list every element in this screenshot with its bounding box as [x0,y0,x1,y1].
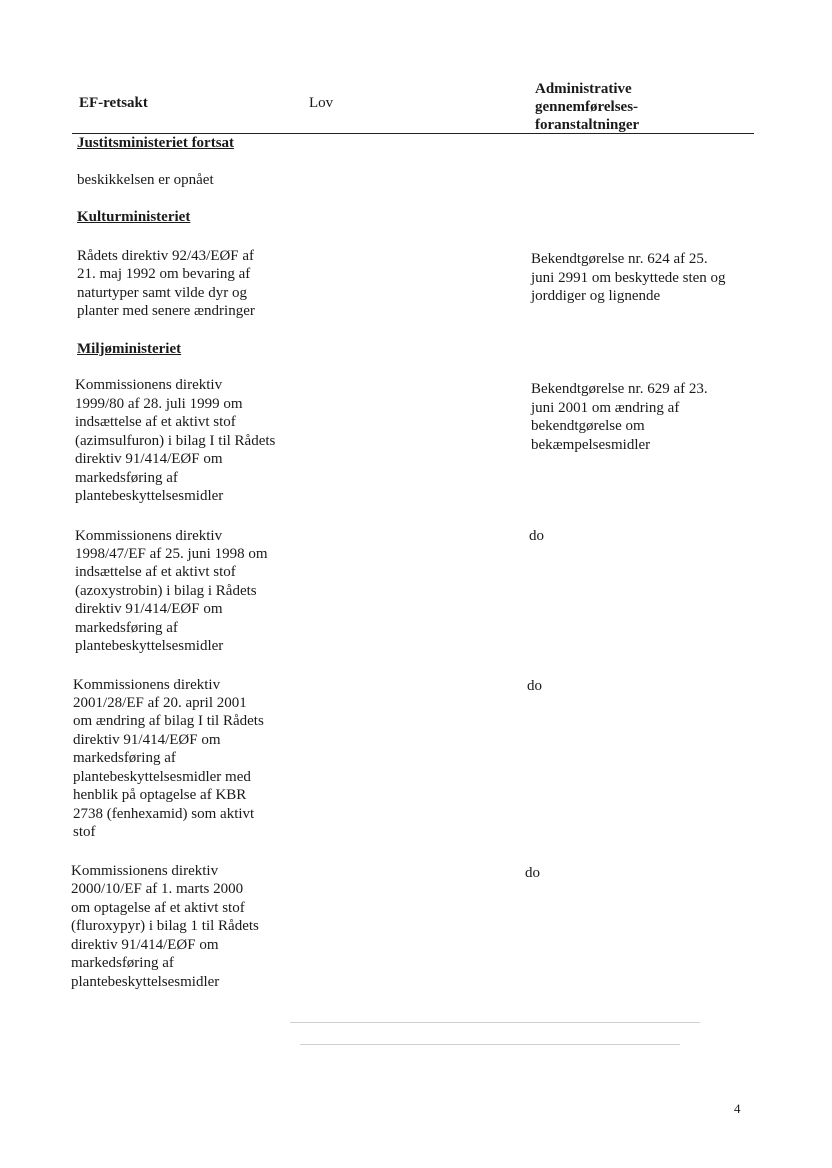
miljo-entry1-ef-line: direktiv 91/414/EØF om [75,451,223,467]
miljo-entry3-ef-line: direktiv 91/414/EØF om [73,732,221,748]
miljo-entry1-ef-line: 1999/80 af 28. juli 1999 om [75,396,243,412]
kultur-admin-line: Bekendtgørelse nr. 624 af 25. [531,251,708,267]
kultur-ef-line: naturtyper samt vilde dyr og [77,285,247,301]
miljo-entry3-ef-line: 2738 (fenhexamid) som aktivt [73,806,255,822]
miljo-entry3-ef-line: stof [73,824,96,840]
kultur-admin-line: juni 2991 om beskyttede sten og [531,270,726,286]
kultur-admin-line: jorddiger og lignende [531,288,661,304]
kultur-ef-line: 21. maj 1992 om bevaring af [77,266,251,282]
miljo-entry3-ef-line: henblik på optagelse af KBR [73,787,247,803]
miljo-entry3-ef-line: 2001/28/EF af 20. april 2001 [73,695,247,711]
miljo-entry4-ef-line: markedsføring af [71,955,174,971]
miljo-entry4-ef-line: 2000/10/EF af 1. marts 2000 [71,881,244,897]
section-title-kulturministeriet: Kulturministeriet [77,209,191,225]
miljo-entry2-ef-line: indsættelse af et aktivt stof [75,564,236,580]
miljo-entry3-ef-line: markedsføring af [73,750,176,766]
justits-text: beskikkelsen er opnået [77,172,214,188]
miljo-entry1-ef-line: indsættelse af et aktivt stof [75,414,236,430]
miljo-entry4-ef-line: plantebeskyttelsesmidler [71,974,220,990]
miljo-entry2-ef-line: direktiv 91/414/EØF om [75,601,223,617]
miljo-entry1-ef-line: markedsføring af [75,470,178,486]
miljo-entry2-ef-line: plantebeskyttelsesmidler [75,638,224,654]
section-title-justitsministeriet: Justitsministeriet fortsat [77,135,235,151]
miljo-entry3-ef-line: Kommissionens direktiv [73,677,221,693]
header-admin-line-1: Administrative [535,81,632,97]
miljo-entry3-ef-line: plantebeskyttelsesmidler med [73,769,251,785]
miljo-entry4-ef-line: direktiv 91/414/EØF om [71,937,219,953]
header-admin-line-2: gennemførelses- [535,99,639,115]
miljo-entry1-ef-line: plantebeskyttelsesmidler [75,488,224,504]
header-admin-line-3: foranstaltninger [535,117,640,133]
header-lov: Lov [309,95,334,111]
miljo-entry1-admin-line: bekendtgørelse om [531,418,645,434]
kultur-ef-line: Rådets direktiv 92/43/EØF af [77,248,255,264]
scan-artifact [290,1022,700,1023]
miljo-entry1-ef-line: Kommissionens direktiv [75,377,223,393]
scan-artifact [300,1044,680,1045]
miljo-entry1-admin-line: bekæmpelsesmidler [531,437,651,453]
miljo-entry2-admin-line: do [529,528,544,544]
miljo-entry4-ef-line: om optagelse af et aktivt stof [71,900,245,916]
miljo-entry2-ef-line: (azoxystrobin) i bilag i Rådets [75,583,257,599]
miljo-entry4-ef-line: (fluroxypyr) i bilag 1 til Rådets [71,918,259,934]
miljo-entry1-ef-line: (azimsulfuron) i bilag I til Rådets [75,433,276,449]
header-ef-retsakt: EF-retsakt [79,95,148,111]
miljo-entry4-admin-line: do [525,865,540,881]
miljo-entry3-admin-line: do [527,678,542,694]
kultur-ef-line: planter med senere ændringer [77,303,255,319]
miljo-entry2-ef-line: 1998/47/EF af 25. juni 1998 om [75,546,268,562]
miljo-entry1-admin-line: juni 2001 om ændring af [531,400,680,416]
page-number: 4 [734,1101,741,1116]
miljo-entry4-ef-line: Kommissionens direktiv [71,863,219,879]
section-title-miljoministeriet: Miljøministeriet [77,341,182,357]
miljo-entry3-ef-line: om ændring af bilag I til Rådets [73,713,264,729]
miljo-entry2-ef-line: markedsføring af [75,620,178,636]
miljo-entry1-admin-line: Bekendtgørelse nr. 629 af 23. [531,381,708,397]
miljo-entry2-ef-line: Kommissionens direktiv [75,528,223,544]
